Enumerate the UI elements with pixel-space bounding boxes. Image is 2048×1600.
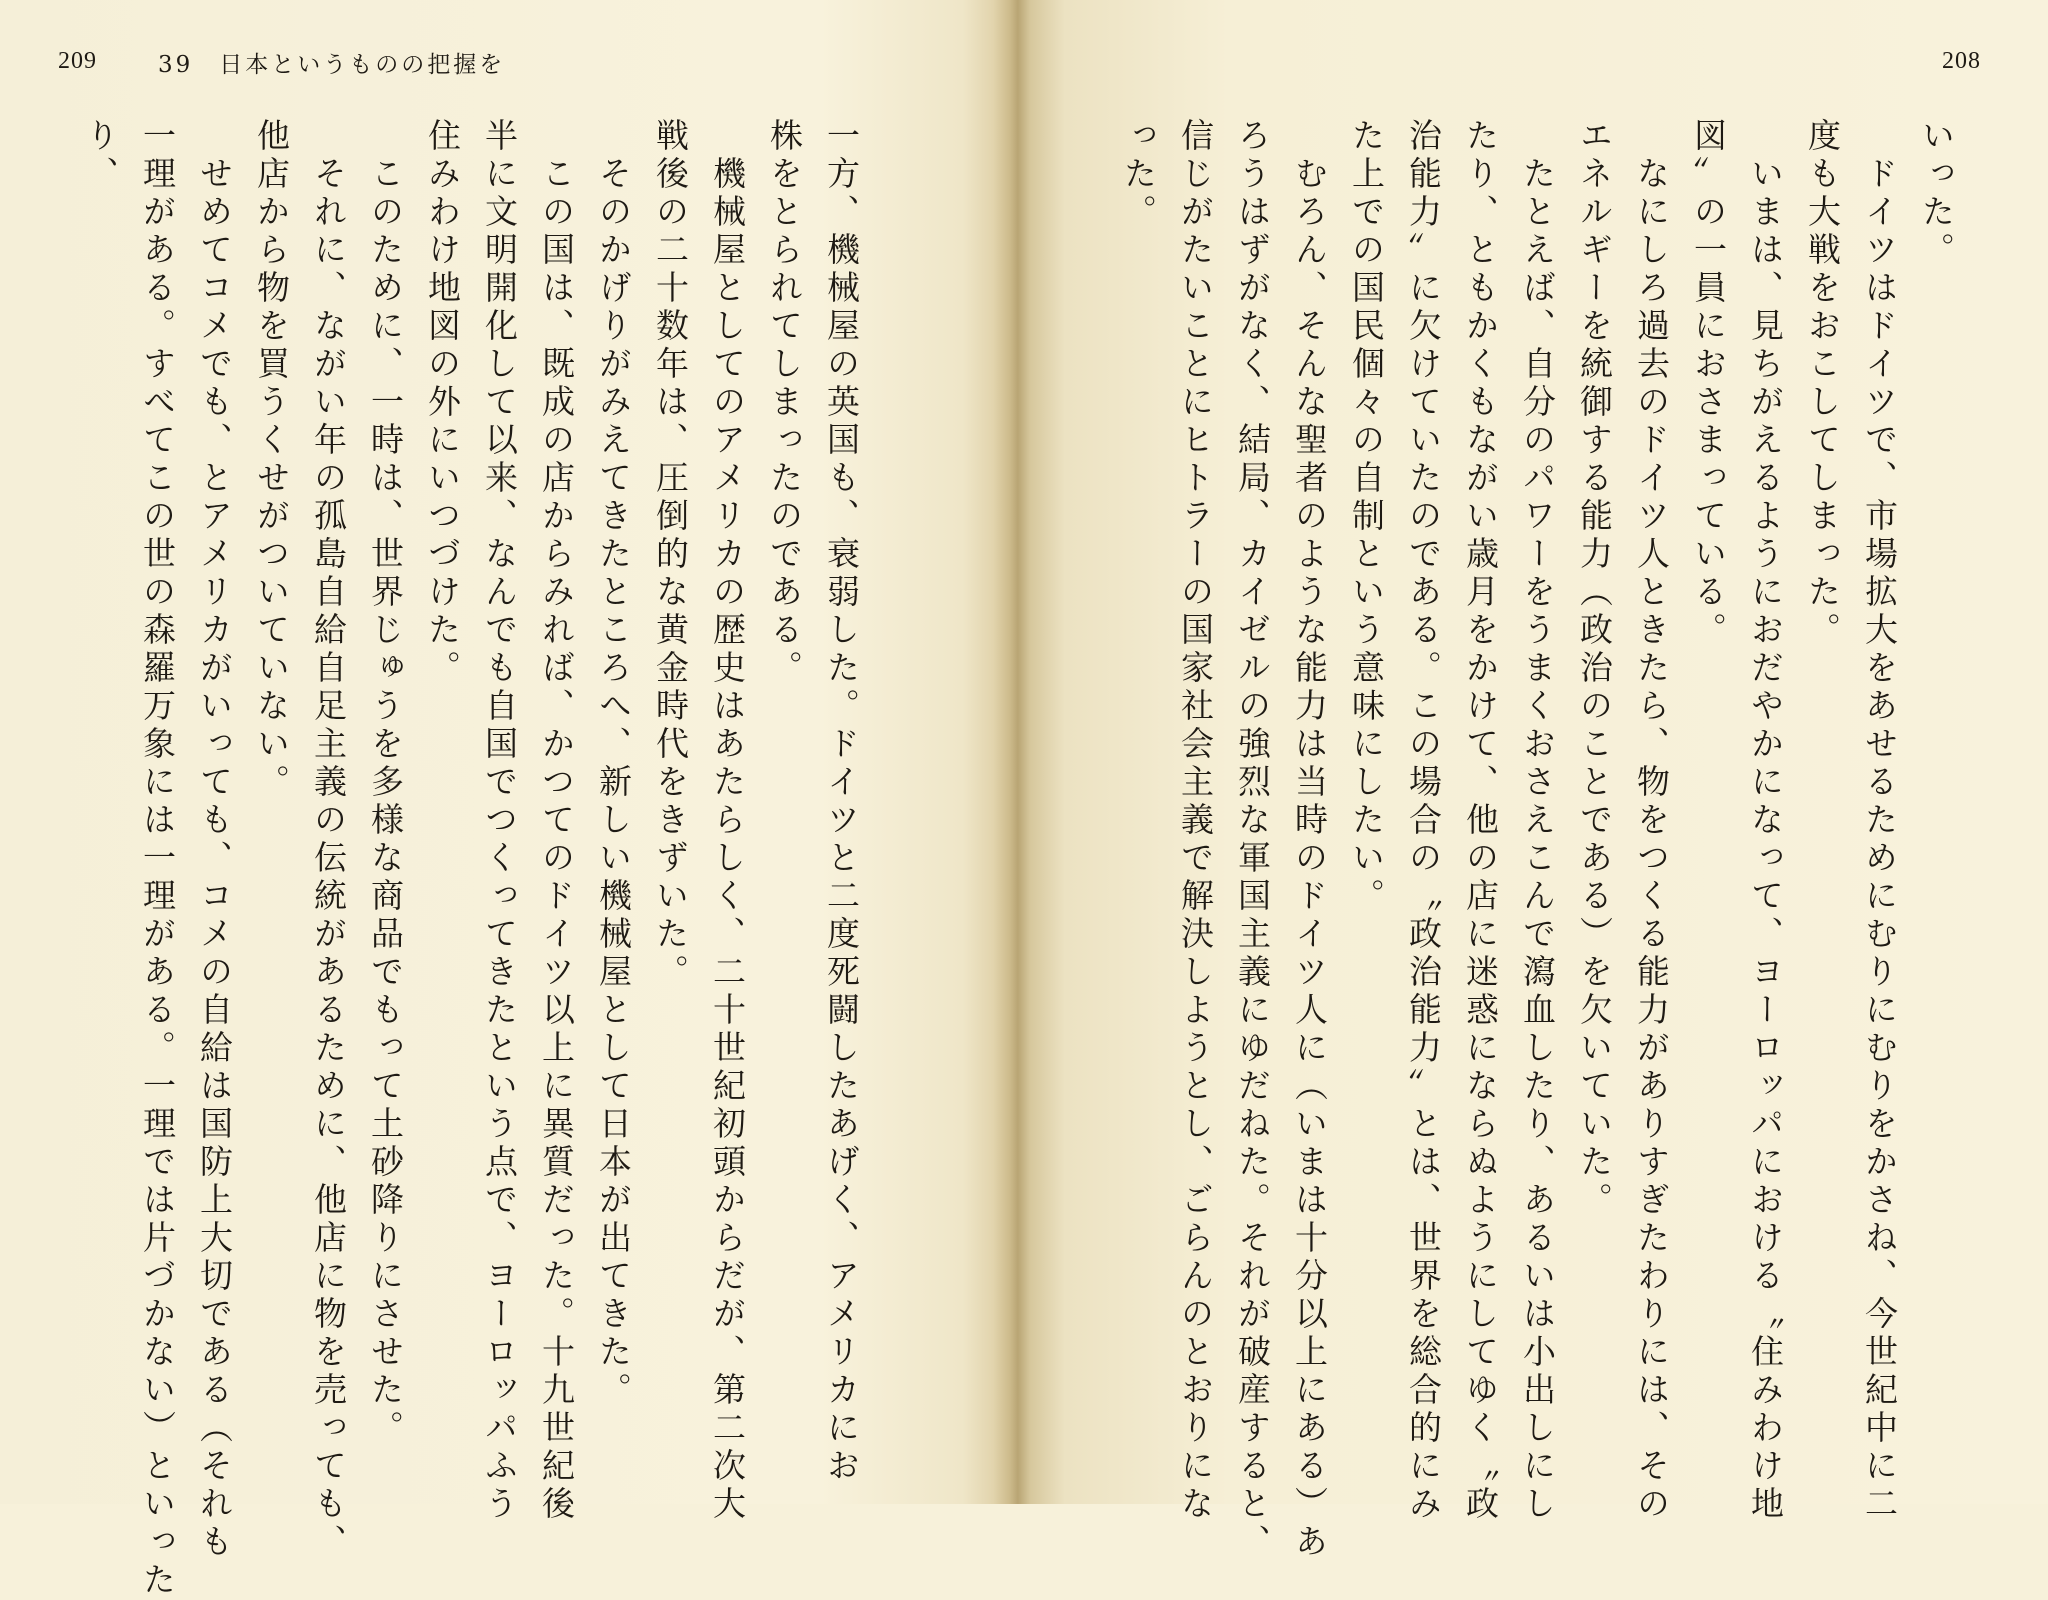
body-text: 一方、機械屋の英国も、衰弱した。ドイツと二度死闘したあげく、アメリカにお 株をとられてしまったのである。 機械屋としてのアメリカの歴史はあたらしく、二十世紀初頭からだが、第二次大 戦後の二十数年は、圧倒的な黄金時代をきずいた。 そのかげりがみえてきたところへ、新しい機械屋として日本が出てきた。 この国は、既成の店からみれば、かつてのドイツ以上に異質だった。十九世紀後 半に文明開化して以来、なんでも自国でつくってきたという点で、ヨーロッパふう 住みわけ地図の外にいつづけた。 このために、一時は、世界じゅうを多様な商品でもって土砂降りにさせた。 それに、ながい年の孤島自給自足主義の伝統があるために、他店に物を売っても、 他店から物を買うくせがついていない。 せめてコメでも、とアメリカがいっても、コメの自給は国防上大切である（それも 一理がある。すべてこの世の森羅万象には一理がある。一理では片づかない）といった り、	[81, 118, 861, 1600]
running-head: 39 日本というものの把握を	[158, 52, 506, 78]
page-number: 209	[58, 48, 97, 74]
page-number: 208	[1942, 48, 1981, 74]
body-text: いった。 ドイツはドイツで、市場拡大をあせるためにむりにむりをかさね、今世紀中に二 度も大戦をおこしてしまった。 いまは、見ちがえるようにおだやかになって、ヨーロッパにおける〝住みわけ地 図〟の一員におさまっている。 なにしろ過去のドイツ人ときたら、物をつくる能力がありすぎたわりには、その エネルギーを統御する能力（政治のことである）を欠いていた。 たとえば、自分のパワーをうまくおさえこんで瀉血したり、あるいは小出しにし たり、ともかくもながい歳月をかけて、他の店に迷惑にならぬようにしてゆく〝政 治能力〟に欠けていたのである。この場合の〝政治能力〟とは、世界を総合的にみ た上での国民個々の自制という意味にしたい。 むろん、そんな聖者のような能力は当時のドイツ人に（いまは十分以上にある）あ ろうはずがなく、結局、カイゼルの強烈な軍国主義にゆだねた。それが破産すると、 信じがたいことにヒトラーの国家社会主義で解決しようとし、ごらんのとおりにな った。	[1119, 118, 1956, 1562]
